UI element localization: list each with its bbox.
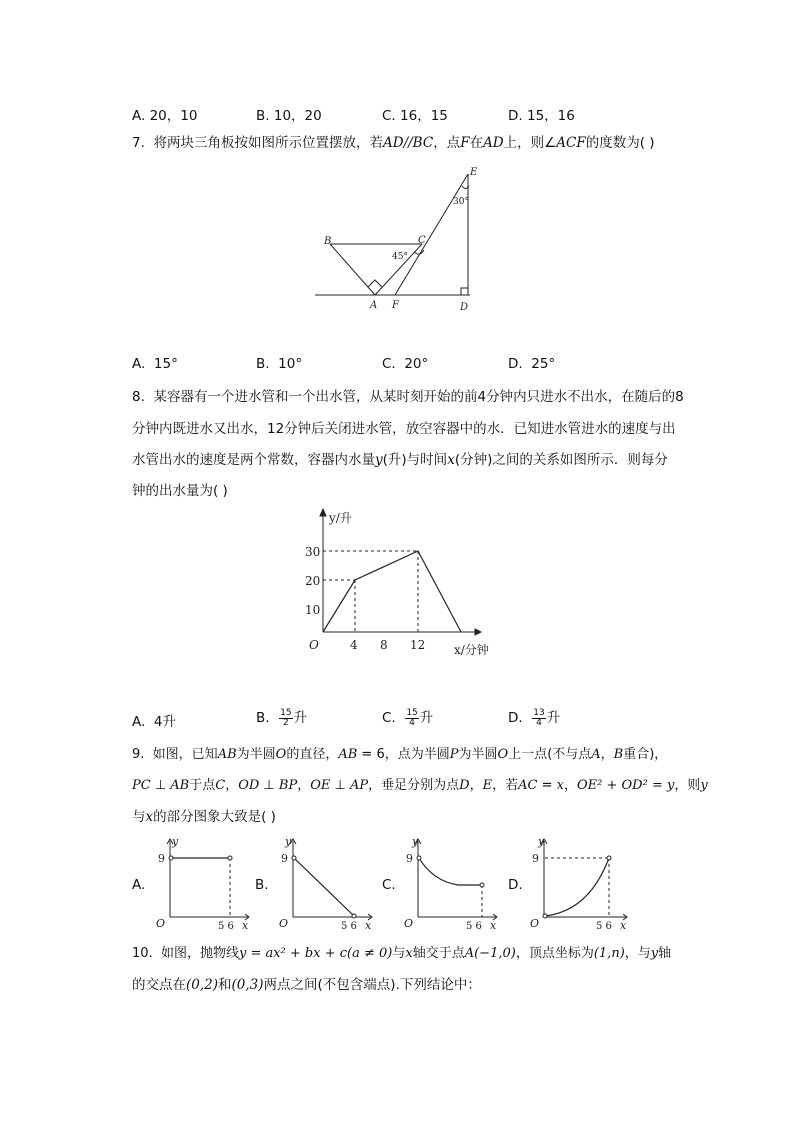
right-angle-a	[368, 280, 382, 287]
q8-line-2: 分钟内既进水又出水，12分钟后关闭进水管，放空容器中的水．已知进水管进水的速度与出	[132, 421, 676, 437]
svg-text:y: y	[172, 835, 179, 848]
svg-text:x: x	[620, 919, 627, 931]
angle-45-label: 45°	[392, 252, 408, 262]
q6-option-d: D. 15，16	[508, 108, 575, 124]
svg-text:5 6: 5 6	[466, 921, 482, 931]
q7-stem: 7. 将两块三角板按如图所示位置摆放，若AD//BC，点F在AD上，则∠ACF的度数为( )	[132, 135, 655, 151]
q6-option-a: A. 20，10	[132, 108, 198, 124]
svg-text:x: x	[365, 919, 372, 931]
x-tick-8: 8	[380, 638, 388, 652]
svg-text:O: O	[156, 917, 166, 930]
label-f: F	[392, 300, 399, 311]
svg-text:O: O	[279, 917, 289, 930]
label-b: B	[324, 236, 332, 247]
y-axis-arrow	[320, 509, 326, 516]
svg-text:5 6: 5 6	[596, 921, 612, 931]
q8-graph	[295, 506, 500, 661]
label-e: E	[470, 167, 478, 178]
q9-line-3: 与x的部分图象大致是( )	[132, 809, 276, 825]
svg-text:9: 9	[532, 852, 539, 865]
q9-option-c-label: C.	[382, 877, 396, 893]
q9-graph-a	[150, 833, 255, 931]
q7-option-c: C. 20°	[382, 356, 429, 372]
q9-graph-c	[398, 833, 503, 931]
y-tick-20: 20	[305, 574, 321, 588]
label-a: A	[370, 300, 378, 311]
q8-line-3: 水管出水的速度是两个常数，容器内水量y(升)与时间x(分钟)之间的关系如图所示．则每分	[132, 452, 668, 468]
q10-line-1: 10. 如图，抛物线y = ax² + bx + c(a ≠ 0)与x轴交于点A(−1,0)，顶点坐标为(1,n)，与y轴	[132, 946, 672, 961]
svg-text:5 6: 5 6	[341, 921, 357, 931]
q8-option-a: A. 4升	[132, 714, 176, 730]
graph-c-curve	[419, 858, 482, 885]
q8-option-d: D. $\frac{13}{4}$ 升	[508, 707, 561, 728]
svg-text:9: 9	[281, 852, 288, 865]
q7-option-a: A. 15°	[132, 356, 178, 372]
graph-b-line	[294, 858, 354, 916]
svg-text:O: O	[404, 917, 414, 930]
line-ba	[330, 244, 375, 295]
label-c: C	[418, 235, 426, 246]
q7-figure	[310, 162, 490, 317]
q8-option-c: C. $\frac{15}{4}$ 升	[382, 707, 434, 728]
label-d: D	[460, 302, 469, 313]
svg-text:y: y	[538, 835, 545, 848]
y-tick-10: 10	[305, 603, 321, 617]
q6-option-c: C. 16，15	[382, 108, 448, 124]
q9-option-b-label: B.	[255, 877, 269, 893]
q7-option-d: D. 25°	[508, 356, 556, 372]
x-axis-label: x/分钟	[454, 643, 489, 657]
x-axis-arrow	[475, 629, 481, 635]
graph-d-curve	[545, 858, 609, 916]
x-tick-4: 4	[350, 638, 358, 652]
water-volume-line	[323, 551, 461, 632]
svg-text:x: x	[490, 919, 497, 931]
line-fe	[395, 174, 468, 295]
q7-option-b: B. 10°	[256, 356, 303, 372]
q8-option-b: B. $\frac{15}{2}$ 升	[256, 707, 308, 728]
svg-text:O: O	[530, 917, 540, 930]
right-angle-d	[461, 288, 468, 295]
svg-text:9: 9	[406, 852, 413, 865]
svg-text:x: x	[242, 919, 249, 931]
y-tick-30: 30	[305, 545, 321, 559]
angle-30-label: 30°	[453, 197, 469, 207]
q9-option-a-label: A.	[132, 877, 146, 893]
x-tick-12: 12	[410, 638, 426, 652]
svg-text:y: y	[412, 835, 419, 848]
q8-line-1: 8. 某容器有一个进水管和一个出水管，从某时刻开始的前4分钟内只进水不出水，在随后的8	[132, 389, 684, 405]
svg-text:9: 9	[158, 852, 165, 865]
q9-option-d-label: D.	[508, 877, 523, 893]
q6-option-b: B. 10，20	[256, 108, 322, 124]
q9-line-2: PC ⊥ AB于点C，OD ⊥ BP，OE ⊥ AP，垂足分别为点D，E，若AC = x，OE² + OD² = y，则y	[132, 778, 708, 793]
q9-graph-b	[273, 833, 378, 931]
svg-text:5 6: 5 6	[218, 921, 234, 931]
origin-label: O	[309, 638, 319, 652]
svg-text:y: y	[285, 835, 292, 848]
q10-line-2: 的交点在(0,2)和(0,3)两点之间(不包含端点).下列结论中：	[132, 977, 481, 993]
q9-line-1: 9. 如图，已知AB为半圆O的直径，AB = 6，点为半圆P为半圆O上一点(不与点A，B重合)，	[132, 747, 668, 762]
q9-graph-d	[524, 833, 634, 931]
y-axis-label: y/升	[329, 511, 352, 525]
q8-line-4: 钟的出水量为( )	[132, 483, 228, 499]
